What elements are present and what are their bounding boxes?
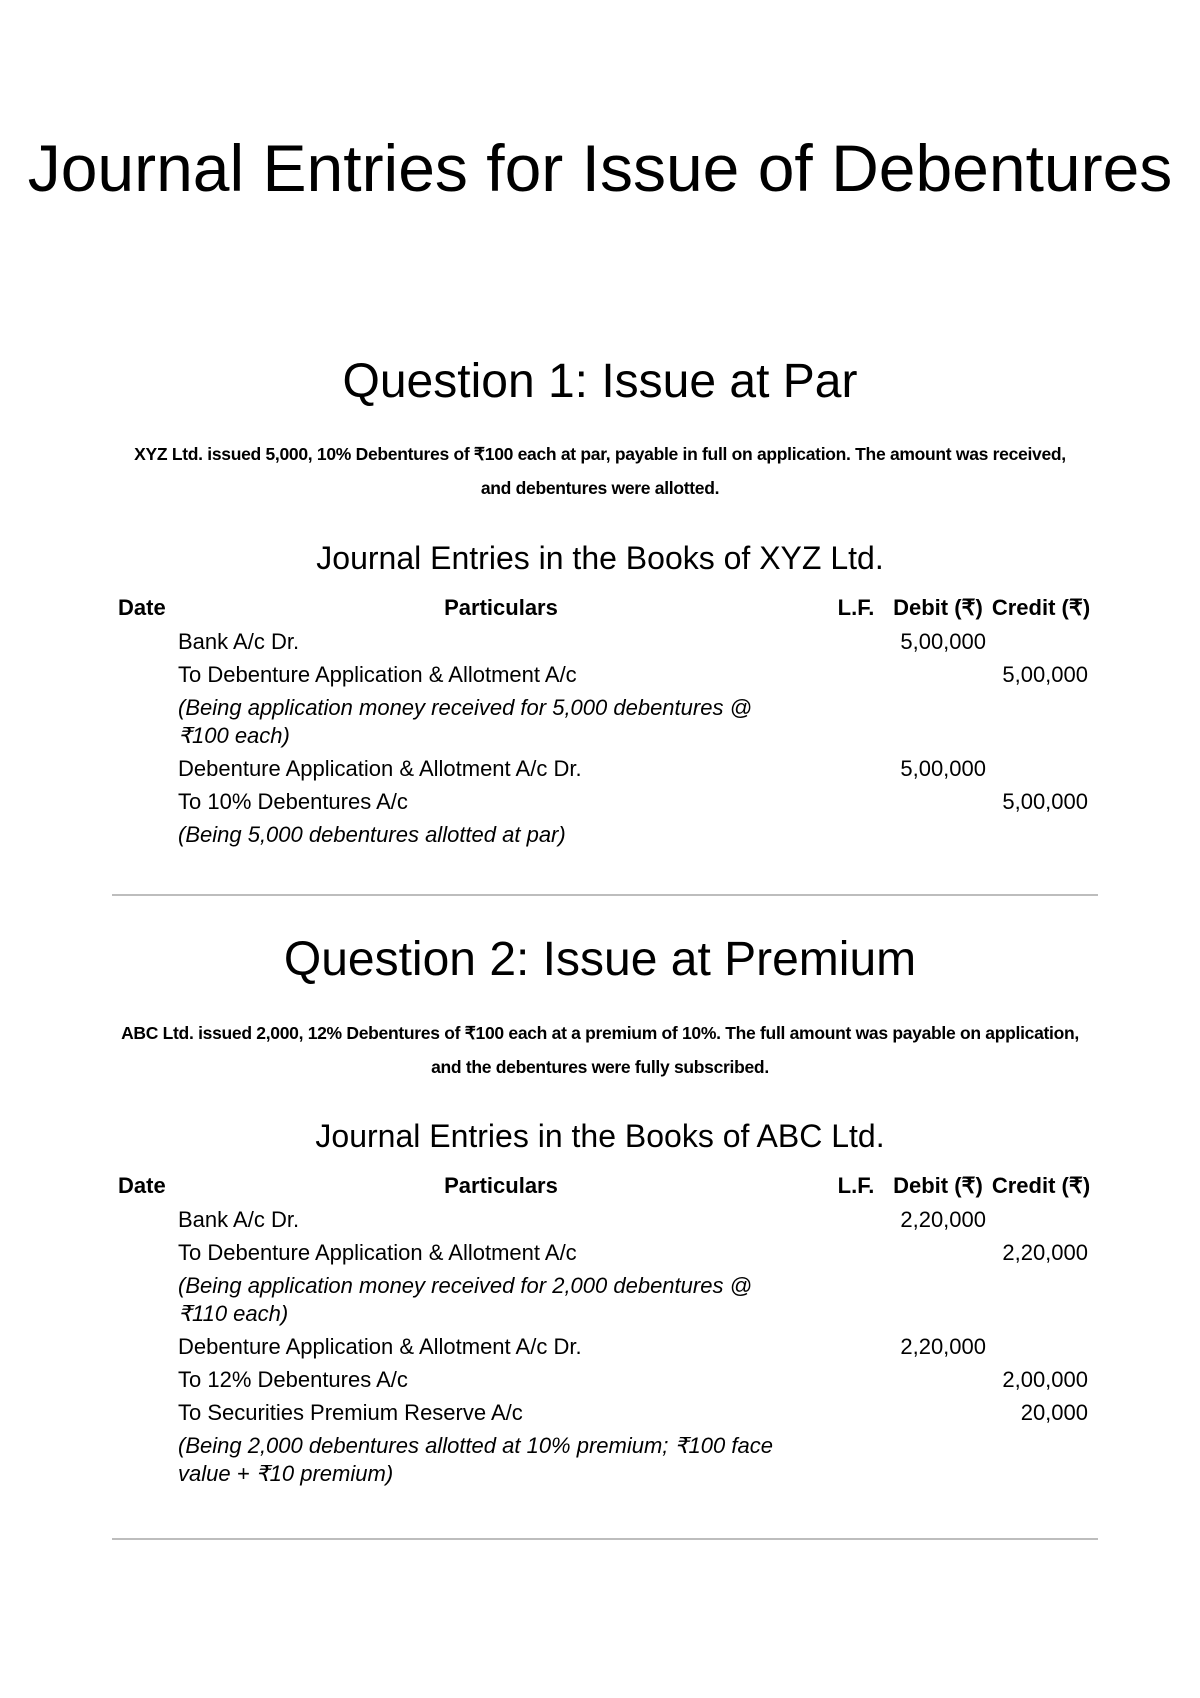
section-divider	[112, 1538, 1098, 1540]
date-cell	[112, 1364, 176, 1397]
credit-cell: 5,00,000	[1002, 662, 1088, 687]
debit-cell	[886, 1237, 990, 1270]
particulars-cell: To 10% Debentures A/c	[178, 789, 408, 814]
date-cell	[112, 1237, 176, 1270]
particulars-cell: Debenture Application & Allotment A/c Dr.	[178, 1334, 582, 1359]
date-cell	[112, 753, 176, 786]
lf-cell	[826, 819, 886, 852]
date-cell	[112, 659, 176, 692]
table-header-row	[112, 594, 1092, 626]
question-2-journal-table	[112, 1172, 1092, 1491]
table-row	[112, 753, 1092, 786]
table-row	[112, 692, 1092, 753]
section-divider	[112, 894, 1098, 896]
narration-cell: (Being application money received for 5,000 debentures @ ₹100 each)	[178, 695, 752, 748]
debit-cell	[886, 1364, 990, 1397]
column-header-debit: Debit (₹)	[893, 1173, 983, 1198]
particulars-cell: To Debenture Application & Allotment A/c	[178, 662, 577, 687]
credit-cell: 2,00,000	[1002, 1367, 1088, 1392]
lf-cell	[826, 1331, 886, 1364]
lf-cell	[826, 1430, 886, 1491]
question-1-journal-heading: Journal Entries in the Books of XYZ Ltd.	[316, 540, 884, 576]
credit-cell: 2,20,000	[1002, 1240, 1088, 1265]
column-header-credit: Credit (₹)	[991, 1173, 1091, 1198]
debit-cell	[886, 786, 990, 819]
particulars-cell: To Debenture Application & Allotment A/c	[178, 1240, 577, 1265]
table-row	[112, 1331, 1092, 1364]
debit-cell	[886, 692, 990, 753]
table-row	[112, 1397, 1092, 1430]
column-header-credit: Credit (₹)	[991, 595, 1091, 620]
debit-cell	[886, 1430, 990, 1491]
column-header-date: Date	[118, 595, 166, 620]
question-1-text: XYZ Ltd. issued 5,000, 10% Debentures of ₹100 each at par, payable in full on application. The amount was received, and debentures were allotted.	[134, 444, 1066, 498]
lf-cell	[826, 1397, 886, 1430]
credit-cell	[990, 692, 1092, 753]
credit-cell	[990, 626, 1092, 659]
lf-cell	[826, 692, 886, 753]
particulars-cell: To 12% Debentures A/c	[178, 1367, 408, 1392]
debit-cell: 5,00,000	[900, 756, 986, 781]
table-row	[112, 659, 1092, 692]
lf-cell	[826, 1237, 886, 1270]
table-row	[112, 1204, 1092, 1237]
date-cell	[112, 1331, 176, 1364]
table-row	[112, 1430, 1092, 1491]
debit-cell	[886, 659, 990, 692]
column-header-lf: L.F.	[837, 1173, 875, 1198]
credit-cell	[990, 1430, 1092, 1491]
table-row	[112, 786, 1092, 819]
question-1-journal-table	[112, 594, 1092, 852]
narration-cell: (Being 2,000 debentures allotted at 10% premium; ₹100 face value + ₹10 premium)	[178, 1433, 773, 1486]
table-row	[112, 626, 1092, 659]
date-cell	[112, 626, 176, 659]
column-header-particulars: Particulars	[444, 1173, 558, 1198]
date-cell	[112, 1204, 176, 1237]
narration-cell: (Being application money received for 2,000 debentures @ ₹110 each)	[178, 1273, 752, 1326]
column-header-debit: Debit (₹)	[893, 595, 983, 620]
lf-cell	[826, 1364, 886, 1397]
date-cell	[112, 692, 176, 753]
lf-cell	[826, 786, 886, 819]
lf-cell	[826, 626, 886, 659]
lf-cell	[826, 753, 886, 786]
debit-cell: 2,20,000	[900, 1334, 986, 1359]
debit-cell: 2,20,000	[900, 1207, 986, 1232]
date-cell	[112, 1270, 176, 1331]
debit-cell	[886, 1397, 990, 1430]
narration-cell: (Being 5,000 debentures allotted at par)	[178, 822, 566, 847]
credit-cell	[990, 1331, 1092, 1364]
lf-cell	[826, 1204, 886, 1237]
date-cell	[112, 819, 176, 852]
debit-cell	[886, 819, 990, 852]
credit-cell: 20,000	[1020, 1400, 1088, 1425]
date-cell	[112, 1397, 176, 1430]
debit-cell	[886, 1270, 990, 1331]
question-2-journal-heading: Journal Entries in the Books of ABC Ltd.	[315, 1118, 885, 1154]
document-title: Journal Entries for Issue of Debentures	[27, 131, 1173, 205]
debit-cell: 5,00,000	[900, 629, 986, 654]
particulars-cell: Bank A/c Dr.	[178, 1207, 300, 1232]
particulars-cell: Debenture Application & Allotment A/c Dr.	[178, 756, 582, 781]
column-header-date: Date	[118, 1173, 166, 1198]
credit-cell	[990, 1204, 1092, 1237]
table-row	[112, 819, 1092, 852]
question-2-heading: Question 2: Issue at Premium	[283, 933, 917, 986]
table-row	[112, 1364, 1092, 1397]
question-2-text: ABC Ltd. issued 2,000, 12% Debentures of ₹100 each at a premium of 10%. The full amount was payable on application, and the debentures were fully subscribed.	[121, 1023, 1079, 1077]
table-header-row	[112, 1172, 1092, 1204]
credit-cell	[990, 819, 1092, 852]
credit-cell: 5,00,000	[1002, 789, 1088, 814]
question-1-heading: Question 1: Issue at Par	[342, 355, 858, 408]
table-row	[112, 1270, 1092, 1331]
table-row	[112, 1237, 1092, 1270]
lf-cell	[826, 659, 886, 692]
date-cell	[112, 786, 176, 819]
credit-cell	[990, 1270, 1092, 1331]
date-cell	[112, 1430, 176, 1491]
lf-cell	[826, 1270, 886, 1331]
column-header-particulars: Particulars	[444, 595, 558, 620]
credit-cell	[990, 753, 1092, 786]
particulars-cell: To Securities Premium Reserve A/c	[178, 1400, 523, 1425]
particulars-cell: Bank A/c Dr.	[178, 629, 300, 654]
column-header-lf: L.F.	[837, 595, 875, 620]
